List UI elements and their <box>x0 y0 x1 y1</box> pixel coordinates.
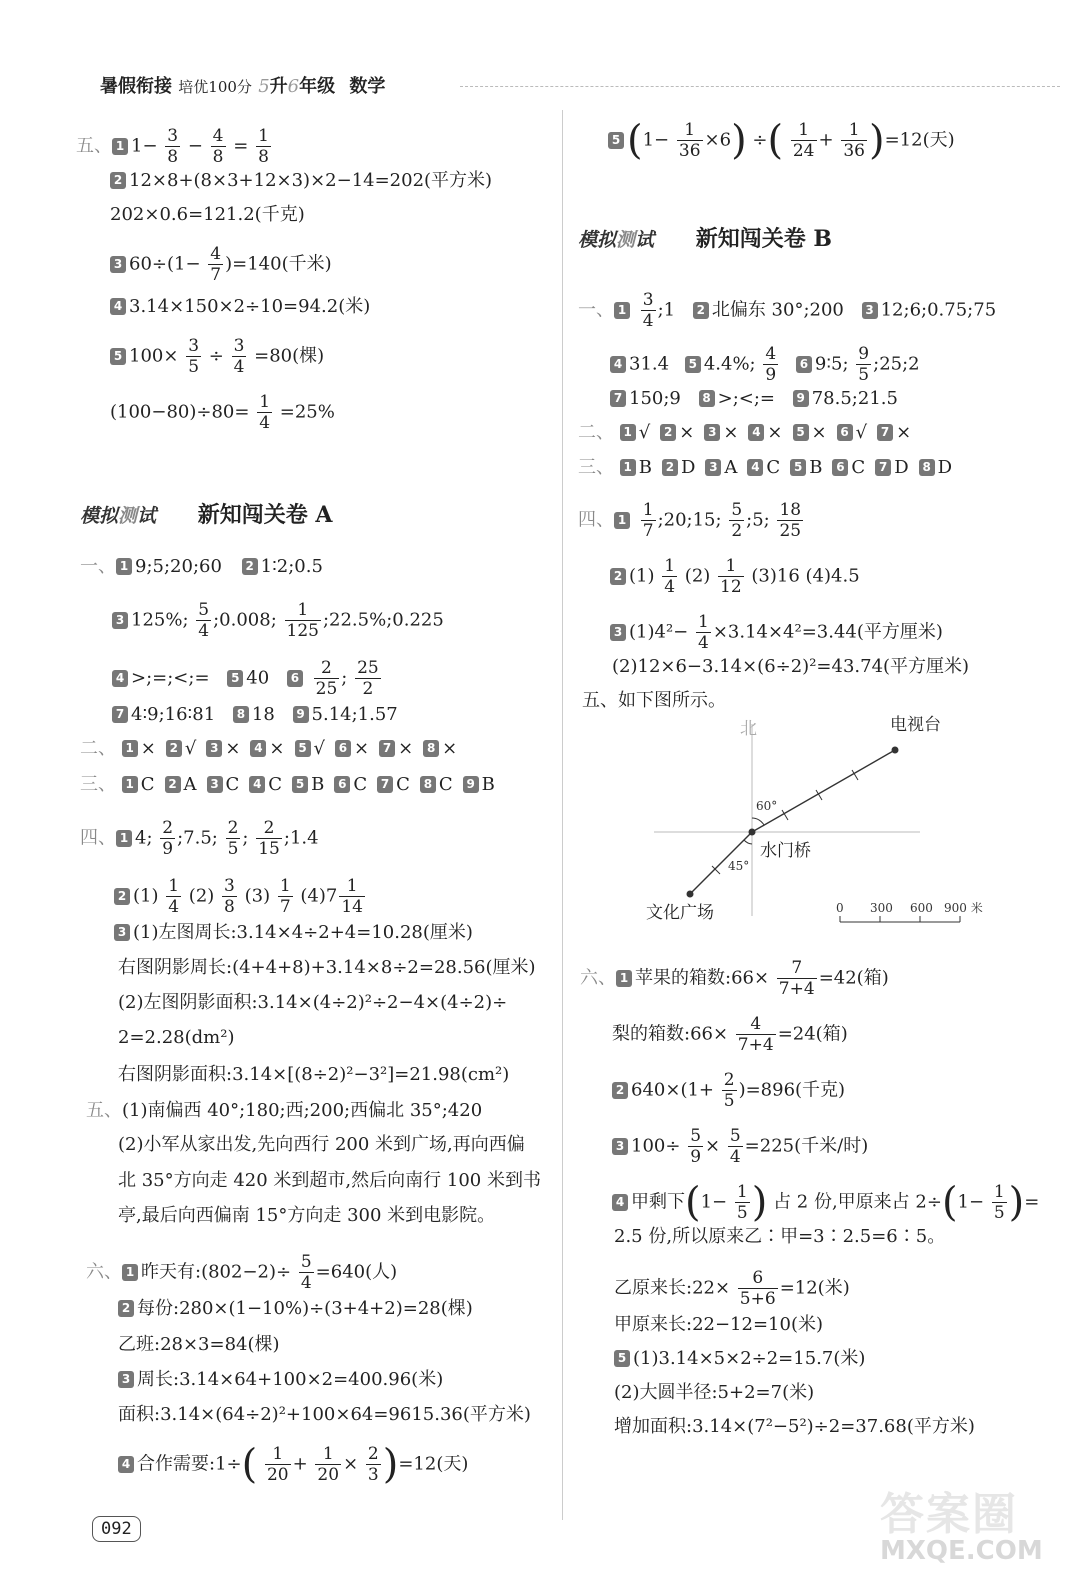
answer-mark: × <box>398 738 414 759</box>
column-divider <box>562 110 563 1520</box>
page-header: 暑假衔接 培优100分 5升6年级 数学 <box>100 76 386 97</box>
answer-mark: C <box>438 774 453 795</box>
b4-row3b: (2)12×6−3.14×(6÷2)²=43.74(平方厘米) <box>612 656 970 677</box>
answer-mark: B <box>809 457 823 478</box>
b6-item4a: 4 甲剩下(1− $\frac{1}{5}$ ) 占 2 份,甲原来占 2÷(1− $\frac{1}{5}$ )= <box>612 1182 1039 1223</box>
a4-item3-b: 右图阴影周长:(4+4+8)+3.14×8÷2=28.56(厘米) <box>118 957 536 978</box>
b1-row3: 7 150;9 8 >;<;= 9 78.5;21.5 <box>610 388 898 410</box>
answer-mark: × <box>896 422 912 443</box>
a5-line2: (2)小军从家出发,先向西行 200 米到广场,再向西偏 <box>118 1134 525 1155</box>
a6-item3a: 3 周长:3.14×64+100×2=400.96(米) <box>118 1369 443 1391</box>
b6-item1b: 梨的箱数:66× $\frac{4}{7+4}$ =24(箱) <box>612 1014 848 1055</box>
map-angle-45: 45° <box>728 859 750 873</box>
item-number: 3 <box>704 424 720 441</box>
b6-item5b: (2)大圆半径:5+2=7(米) <box>614 1382 815 1403</box>
item-number: 6 <box>832 459 848 476</box>
answer-mark: D <box>894 457 909 478</box>
item-number: 4 <box>747 459 763 476</box>
b3-row: 三、 1 B 2 D 3 A 4 C 5 B 6 C 7 D 8 D <box>578 457 953 478</box>
a4-item3-c: (2)左图阴影面积:3.14×(4÷2)²÷2−4×(4÷2)÷ <box>118 992 508 1013</box>
item-number: 2 <box>166 740 182 757</box>
item-number: 1 <box>620 459 636 476</box>
answer-mark: C <box>225 774 240 795</box>
scale-600: 600 <box>910 901 933 915</box>
answer-mark: C <box>268 774 283 795</box>
right-top-item5: 5 (1− $\frac{1}{36}$ ×6) ÷( $\frac{1}{24}$ + $\frac{1}{36}$ )=12(天) <box>608 120 955 161</box>
answer-mark: √ <box>313 738 325 759</box>
a6-item3b: 面积:3.14×(64÷2)²+100×64=9615.36(平方米) <box>118 1404 531 1425</box>
answer-mark: C <box>396 774 410 795</box>
item-number: 7 <box>877 424 893 441</box>
item-number: 7 <box>379 740 395 757</box>
answer-mark: × <box>225 738 241 759</box>
map-bridge-label: 水门桥 <box>760 841 811 861</box>
answer-mark: A <box>724 457 738 478</box>
a4-item3-d: 2=2.28(dm²) <box>118 1027 235 1048</box>
item-number: 1 <box>620 424 636 441</box>
a4-row2: 2 (1) $\frac{1}{4}$ (2) $\frac{3}{8}$ (3) $\frac{1}{7}$ (4)7 $\frac{1}{14}$ <box>114 876 367 917</box>
a6-item2b: 乙班:28×3=84(棵) <box>118 1334 280 1355</box>
b5-label: 五、如下图所示。 <box>582 690 726 711</box>
b6-item3: 3 100÷ $\frac{5}{9}$ × $\frac{5}{4}$ =225(千米/时) <box>612 1126 868 1167</box>
a6-item4: 4 合作需要:1÷( $\frac{1}{20}$ + $\frac{1}{20}$ × $\frac{2}{3}$ )=12(天) <box>118 1444 468 1485</box>
answer-mark: × <box>140 738 156 759</box>
b4-row1: 四、 1 $\frac{1}{7}$ ;20;15; $\frac{5}{2}$ ;5; $\frac{18}{25}$ <box>578 500 802 541</box>
left-s5-item1: 五、 1 1− $\frac{3}{8}$ − $\frac{4}{8}$ = $\frac{1}{8}$ <box>76 126 269 167</box>
answer-mark: D <box>937 457 953 478</box>
left-s5-item2b: 202×0.6=121.2(千克) <box>110 204 305 225</box>
item-number: 6 <box>837 424 853 441</box>
a1-row4: 7 4∶9;16∶81 8 18 9 5.14;1.57 <box>112 704 398 726</box>
item-number: 8 <box>420 776 436 793</box>
left-s5-item2: 2 12×8+(8×3+12×3)×2−14=202(平方米) <box>110 170 492 192</box>
a4-item3-e: 右图阴影面积:3.14×[(8÷2)²−3²]=21.98(cm²) <box>118 1064 510 1085</box>
a1-row2: 3 125%; $\frac{5}{4}$ ;0.008; $\frac{1}{125}$ ;22.5%;0.225 <box>112 600 444 641</box>
page-number: 092 <box>92 1516 141 1542</box>
b6-item4c: 乙原来长:22× $\frac{6}{5+6}$ =12(米) <box>614 1268 850 1309</box>
section-title-b: 模拟测试 新知闯关卷 B <box>578 226 832 252</box>
a6-item2a: 2 每份:280×(1−10%)÷(3+4+2)=28(棵) <box>118 1298 473 1320</box>
b1-row1: 一、 1 $\frac{3}{4}$ ;1 2 北偏东 30°;200 3 12;6;0.75;75 <box>578 290 997 331</box>
scale-900: 900 米 <box>944 901 983 915</box>
answer-mark: × <box>353 738 370 759</box>
a4-item3-a: 3 (1)左图周长:3.14×4÷2+4=10.28(厘米) <box>114 922 473 944</box>
b6-item2: 2 640×(1+ $\frac{2}{5}$ )=896(千克) <box>612 1070 845 1111</box>
item-number: 3 <box>705 459 721 476</box>
answer-mark: × <box>442 738 458 759</box>
item-number: 1 <box>122 740 138 757</box>
answer-mark: √ <box>855 422 868 443</box>
b6-item5a: 5 (1)3.14×5×2÷2=15.7(米) <box>614 1348 865 1370</box>
a3-row: 三、 1 C 2 A 3 C 4 C 5 B 6 C 7 C 8 C 9 B <box>80 774 495 795</box>
a2-row: 二、 1 × 2 √ 3 × 4 × 5 √ 6 × 7 × 8 × <box>80 738 458 759</box>
item-number: 9 <box>463 776 479 793</box>
a5-line4: 亭,最后向西偏南 15°方向走 300 米到电影院。 <box>118 1205 496 1226</box>
b6-item4b: 2.5 份,所以原来乙∶甲=3∶2.5=6∶5。 <box>614 1226 946 1247</box>
answer-mark: √ <box>184 738 197 759</box>
b4-row3: 3 (1)4²− $\frac{1}{4}$ ×3.14×4²=3.44(平方厘米) <box>610 612 943 653</box>
item-number: 4 <box>748 424 764 441</box>
answer-mark: D <box>680 457 696 478</box>
item-number: 4 <box>250 740 266 757</box>
header-subtitle: 培优100分 <box>178 78 252 96</box>
answer-mark: × <box>679 422 695 443</box>
a1-row3: 4 >;=;<;= 5 40 6 $\frac{2}{25}$ ; $\frac{25}{2}$ <box>112 658 383 699</box>
b2-row: 二、 1 √ 2 × 3 × 4 × 5 × 6 √ 7 × <box>578 422 912 443</box>
item-number: 5 <box>295 740 311 757</box>
left-s5-item4: 4 3.14×150×2÷10=94.2(米) <box>110 296 370 318</box>
item-number: 5 <box>790 459 806 476</box>
watermark: 答案圈 MXQE.COM <box>880 1489 1043 1566</box>
item-number: 7 <box>377 776 393 793</box>
item-number: 2 <box>660 424 676 441</box>
item-number: 5 <box>292 776 308 793</box>
map-tv-label: 电视台 <box>890 715 941 735</box>
answer-mark: × <box>269 738 285 759</box>
left-s5-item3: 3 60÷(1− $\frac{4}{7}$ )=140(千米) <box>110 244 332 285</box>
item-number: 8 <box>919 459 935 476</box>
a6-item1: 六、 1 昨天有:(802−2)÷ $\frac{5}{4}$ =640(人) <box>86 1252 398 1293</box>
a5-line1: 五、(1)南偏西 40°;180;西;200;西偏北 35°;420 <box>86 1100 483 1121</box>
scale-0: 0 <box>836 901 844 915</box>
item-number: 7 <box>875 459 891 476</box>
item-number: 1 <box>122 776 138 793</box>
header-series: 暑假衔接 <box>100 76 172 97</box>
item-number: 8 <box>423 740 439 757</box>
direction-map <box>640 706 1000 936</box>
section-title-a: 模拟测试 新知闯关卷 A <box>80 502 333 528</box>
answer-mark: C <box>851 457 866 478</box>
answer-mark: × <box>767 422 783 443</box>
b6-item4d: 甲原来长:22−12=10(米) <box>614 1314 823 1335</box>
a4-row1: 四、 1 4; $\frac{2}{9}$ ;7.5; $\frac{2}{5}$ ; $\frac{2}{15}$ ;1.4 <box>80 818 319 859</box>
map-north-label: 北 <box>740 719 757 739</box>
item-number: 3 <box>207 776 223 793</box>
a1-row1: 一、 1 9;5;20;60 2 1∶2;0.5 <box>80 556 323 577</box>
map-plaza-label: 文化广场 <box>646 903 714 923</box>
item-number: 2 <box>165 776 181 793</box>
scale-300: 300 <box>870 901 893 915</box>
answer-mark: × <box>811 422 827 443</box>
left-s5-item5: 5 100× $\frac{3}{5}$ ÷ $\frac{3}{4}$ =80(棵) <box>110 336 324 377</box>
answer-mark: √ <box>638 422 651 443</box>
answer-mark: C <box>353 774 368 795</box>
header-subject: 数学 <box>349 76 386 97</box>
answer-mark: B <box>638 457 652 478</box>
item-number: 6 <box>335 740 351 757</box>
b4-row2: 2 (1) $\frac{1}{4}$ (2) $\frac{1}{12}$ (3)16 (4)4.5 <box>610 556 860 597</box>
b6-item1a: 六、 1 苹果的箱数:66× $\frac{7}{7+4}$ =42(箱) <box>580 958 889 999</box>
item-number: 3 <box>206 740 222 757</box>
answer-mark: B <box>311 774 325 795</box>
item-number: 5 <box>793 424 809 441</box>
answer-mark: C <box>766 457 781 478</box>
answer-mark: A <box>183 774 197 795</box>
b6-item5c: 增加面积:3.14×(7²−5²)÷2=37.68(平方米) <box>614 1416 975 1437</box>
answer-mark: B <box>481 774 495 795</box>
item-number: 4 <box>249 776 265 793</box>
b1-row2: 4 31.4 5 4.4%; $\frac{4}{9}$ 6 9∶5; $\frac{9}{5}$ ;25;2 <box>610 344 920 385</box>
answer-mark: × <box>723 422 739 443</box>
a5-line3: 北 35°方向走 420 米到超市,然后向南行 100 米到书 <box>118 1170 541 1191</box>
left-s5-item5b: (100−80)÷80= $\frac{1}{4}$ =25% <box>110 392 335 433</box>
map-angle-60: 60° <box>756 799 778 813</box>
item-number: 2 <box>662 459 678 476</box>
item-number: 6 <box>334 776 350 793</box>
header-rule <box>460 86 1060 87</box>
answer-mark: C <box>140 774 155 795</box>
